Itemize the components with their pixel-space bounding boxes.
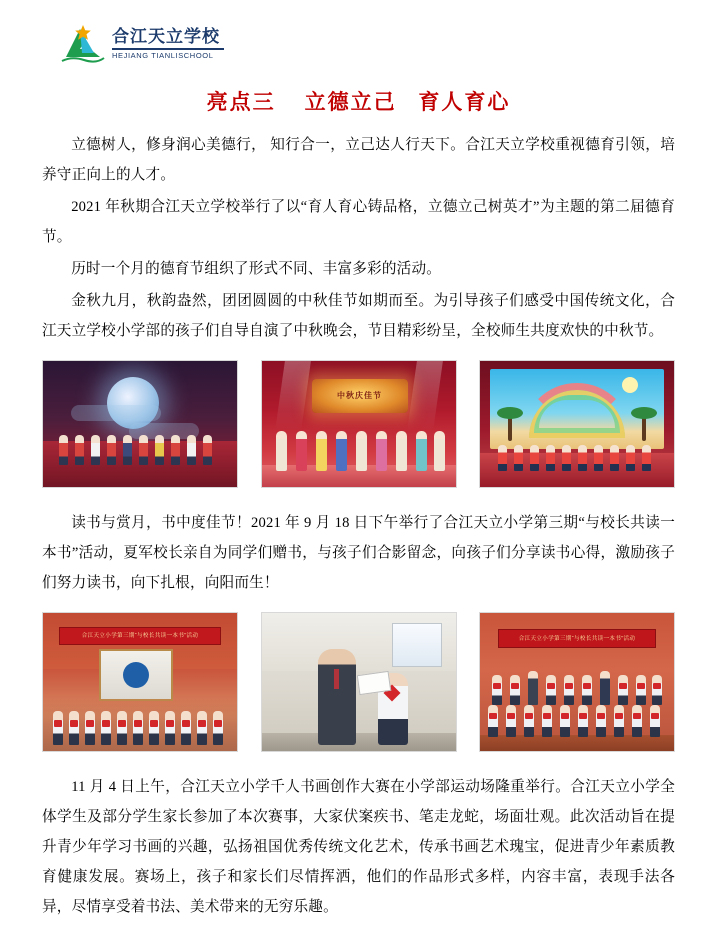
projection-board (99, 649, 173, 701)
principal (318, 649, 356, 745)
dancer (356, 431, 367, 471)
student (618, 675, 628, 705)
student (614, 705, 624, 737)
window (392, 623, 442, 667)
performer (59, 435, 68, 465)
performer (546, 445, 555, 471)
student (69, 711, 79, 745)
student (53, 711, 63, 745)
paragraph: 读书与赏月，书中度佳节！2021 年 9 月 18 日下午举行了合江天立小学第三期“与校长共读一本书”活动，夏军校长亲自为同学们赠书，与孩子们合影留念，向孩子们分享读书心得，激励孩子们努力读书，向下扎根，向阳而生！ (42, 515, 675, 591)
activity-banner (59, 627, 221, 645)
mountain-star-logo-icon (60, 23, 106, 65)
student (652, 675, 662, 705)
performer (203, 435, 212, 465)
moon-graphic (107, 377, 159, 429)
dancer (296, 431, 307, 471)
dancer (396, 431, 407, 471)
photo-reading-group (479, 612, 675, 752)
desk (262, 733, 456, 751)
performer (171, 435, 180, 465)
photo-row-mid-autumn (42, 360, 675, 488)
student (117, 711, 127, 745)
activity-banner-text: 合江天立小学第三期“与校长共读一本书”活动 (81, 633, 199, 639)
student (213, 711, 223, 745)
performer (107, 435, 116, 465)
student (488, 705, 498, 737)
performer (75, 435, 84, 465)
photo-reading-classroom (42, 612, 238, 752)
dancer (276, 431, 287, 471)
student (564, 675, 574, 705)
palm-leaves (631, 407, 657, 419)
student (197, 711, 207, 745)
performer (187, 435, 196, 465)
student (133, 711, 143, 745)
student (636, 675, 646, 705)
student (181, 711, 191, 745)
performer (514, 445, 523, 471)
student (578, 705, 588, 737)
photo-mid-autumn-led-screen (479, 360, 675, 488)
school-logo (40, 0, 677, 70)
performer (562, 445, 571, 471)
photo-mid-autumn-dance (261, 360, 457, 488)
led-screen (490, 369, 664, 449)
performer (578, 445, 587, 471)
paragraph: 立德树人，修身润心美德行， 知行合一，立己达人行天下。合江天立学校重视德育引领，培养守正向上的人才。 (42, 137, 675, 183)
student (506, 705, 516, 737)
student (560, 705, 570, 737)
performer (498, 445, 507, 471)
performer (123, 435, 132, 465)
student (546, 675, 556, 705)
performer (155, 435, 164, 465)
student (101, 711, 111, 745)
student (582, 675, 592, 705)
performer (594, 445, 603, 471)
student (632, 705, 642, 737)
sun-graphic (622, 377, 638, 393)
paragraph: 11 月 4 日上午，合江天立小学千人书画创作大赛在小学部运动场隆重举行。合江天立小学全体学生及部分学生家长参加了本次赛事，大家伏案疾书、笔走龙蛇，场面壮观。此次活动旨在提升青少年学习书画的兴趣，弘扬祖国优秀传统文化艺术，传承书画艺术瑰宝，促进青少年素质教育健康发展。赛场上，孩子和家长们尽情挥洒，他们的作品形式多样，内容丰富，表现手法各异，尽情享受着书法、美术带来的无穷乐趣。 (42, 779, 675, 915)
performer (91, 435, 100, 465)
performer (642, 445, 651, 471)
logo-english-name: HEJIANG TIANLISCHOOL (112, 51, 214, 61)
student (492, 675, 502, 705)
teacher (600, 671, 610, 705)
necktie (334, 669, 339, 689)
document-body (40, 130, 677, 922)
photo-principal-giving-book (261, 612, 457, 752)
stage-banner (312, 379, 408, 413)
dancer (316, 431, 327, 471)
student (85, 711, 95, 745)
page-title: 亮点三 立德立己 育人育心 (206, 90, 511, 114)
paragraph: 历时一个月的德育节组织了形式不同、丰富多彩的活动。 (71, 261, 442, 277)
cloud-graphic (71, 405, 161, 421)
dancer (376, 431, 387, 471)
dancer (336, 431, 347, 471)
dancer (434, 431, 445, 471)
paragraph: 金秋九月，秋韵盎然，团团圆圆的中秋佳节如期而至。为引导孩子们感受中国传统文化，合江天立学校小学部的孩子们自导自演了中秋晚会，节目精彩纷呈，全校师生共度欢快的中秋节。 (42, 293, 675, 339)
activity-banner-text: 合江天立小学第三期“与校长共读一本书”活动 (518, 635, 636, 642)
rainbow-graphic (522, 383, 632, 445)
spotlight (407, 361, 443, 431)
performer (610, 445, 619, 471)
logo-text-block (112, 28, 224, 60)
palm-leaves (497, 407, 523, 419)
dancer (416, 431, 427, 471)
student (542, 705, 552, 737)
performer (139, 435, 148, 465)
photo-mid-autumn-stage-moon (42, 360, 238, 488)
logo-divider (112, 48, 224, 50)
student (524, 705, 534, 737)
teacher (528, 671, 538, 705)
student (650, 705, 660, 737)
stage-banner-text: 中秋庆佳节 (337, 391, 382, 400)
spotlight (275, 361, 311, 431)
student (510, 675, 520, 705)
student (149, 711, 159, 745)
logo-chinese-name: 合江天立学校 (112, 27, 220, 47)
performer (626, 445, 635, 471)
ground (480, 735, 674, 751)
paragraph: 2021 年秋期合江天立学校举行了以“育人育心铸品格，立德立己树英才”为主题的第二届德育节。 (42, 199, 675, 245)
performer (530, 445, 539, 471)
board-emblem (123, 662, 149, 688)
student (596, 705, 606, 737)
photo-row-reading-activity (42, 612, 675, 752)
student (165, 711, 175, 745)
activity-banner (498, 629, 656, 648)
